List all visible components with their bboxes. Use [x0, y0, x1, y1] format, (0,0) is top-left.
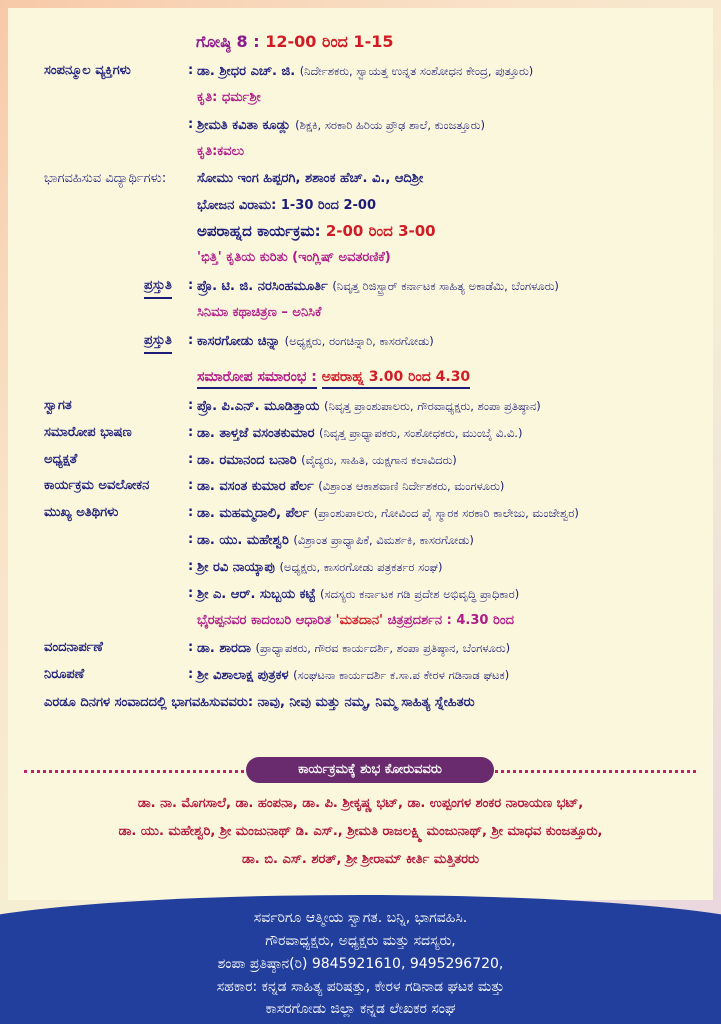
cinema-topic: ಸಿನಿಮಾ ಕಥಾಚಿತ್ರಣ – ಅನಿಸಿಕೆ	[197, 305, 322, 320]
person-name: ಪ್ರೊ. ಪಿ.ಎನ್. ಮೂಡಿತ್ತಾಯ	[197, 399, 320, 414]
students-label: ಭಾಗವಹಿಸುವ ವಿದ್ಯಾರ್ಥಿಗಳು:	[44, 171, 167, 186]
exhibition-line	[197, 612, 514, 630]
person-desc: (ಅಧ್ಯಕ್ಷರು, ಕಾಸರಗೋಡು ಪತ್ರಕರ್ತರ ಸಂಘ)	[279, 560, 443, 574]
presenter-desc: (ನಿವೃತ್ತ ರಿಜಿಸ್ಟ್ರಾರ್ ಕರ್ನಾಟಕ ಸಾಹಿತ್ಯ ಅಕಾಡೆಮಿ, ಬೆಂಗಳೂರು)	[332, 279, 559, 293]
valedictory-title	[197, 368, 470, 386]
footer-line: ಸರ್ವರಿಗೂ ಆತ್ಮೀಯ ಸ್ವಾಗತ. ಬನ್ನಿ, ಭಾಗವಹಿಸಿ.	[253, 910, 468, 926]
footer-line: ಸಹಕಾರ: ಕನ್ನಡ ಸಾಹಿತ್ಯ ಪರಿಷತ್ತು, ಕೇರಳ ಗಡಿನಾಡ ಘಟಕ ಮತ್ತು	[216, 979, 505, 995]
colon: :	[188, 532, 194, 547]
colon: :	[188, 398, 194, 413]
person-name: ಡಾ. ಯು. ಮಹೇಶ್ವರಿ	[197, 533, 289, 548]
person-desc: (ನಿರ್ದೇಶಕರು, ಸ್ವಾಯತ್ತ ಉನ್ನತ ಸಂಶೋಧನ ಕೇಂದ್ರ, ಪುತ್ತೂರು)	[299, 64, 534, 78]
well-wishers-line: ಡಾ. ಯು. ಮಹೇಶ್ವರಿ, ಶ್ರೀ ಮಂಜುನಾಥ್ ಡಿ. ಎಸ್., ಶ್ರೀಮತಿ ರಾಜಲಕ್ಷ್ಮಿ ಮಂಜುನಾಥ್, ಶ್ರೀ ಮಾಧವ ಕುಂಜತ್ತೂರು,	[118, 824, 603, 839]
afternoon-title	[197, 222, 436, 240]
resource-label: ಸಂಪನ್ಮೂಲ ವ್ಯಕ್ತಿಗಳು	[44, 63, 131, 78]
person-desc: (ಸದಸ್ಯರು ಕರ್ನಾಟಕ ಗಡಿ ಪ್ರದೇಶ ಅಭಿವೃದ್ಧಿ ಪ್ರಾಧಿಕಾರ)	[320, 587, 520, 601]
person-name: ಡಾ. ರಮಾನಂದ ಬನಾರಿ	[197, 453, 297, 468]
role-label: ಅಧ್ಯಕ್ಷತೆ	[44, 452, 78, 467]
students-names: ಸೋಮು ಇಂಗ ಹಿಪ್ಪರಗಿ, ಶಶಾಂಕ ಹೆಚ್. ವಿ., ಆದಿಶ್ರೀ	[197, 171, 424, 186]
colon: :	[188, 586, 194, 601]
colon: :	[188, 667, 194, 682]
person-name: ಶ್ರೀ ಎ. ಆರ್. ಸುಬ್ಬಯ ಕಟ್ಟೆ	[197, 587, 316, 602]
afternoon-time: 2-00 ರಿಂದ 3-00	[325, 222, 436, 240]
colon: :	[188, 425, 194, 440]
presenter-label: ಪ್ರಸ್ತುತಿ	[144, 277, 172, 299]
colon: :	[188, 559, 194, 574]
footer-line: ಶಂಪಾ ಪ್ರತಿಷ್ಠಾನ(ರಿ) 9845921610, 9495296720,	[217, 956, 504, 972]
colon: :	[188, 333, 194, 348]
presenter-name: ಪ್ರೊ. ಟಿ. ಜಿ. ನರಸಿಂಹಮೂರ್ತಿ	[197, 279, 328, 294]
exhibition-part: ಚಿತ್ರಪ್ರದರ್ಶನ : 4.30 ರಿಂದ	[387, 613, 514, 628]
person-name: ಶ್ರೀಮತಿ ಕವಿತಾ ಕೂಡ್ಲು	[197, 118, 291, 133]
person-name: ಶ್ರೀ ರವಿ ನಾಯ್ಕಾಪು	[197, 560, 275, 575]
colon: :	[188, 452, 194, 467]
afternoon-topic: 'ಭಿತ್ತಿ' ಕೃತಿಯ ಕುರಿತು (ಇಂಗ್ಲಿಷ್ ಅವತರಣಿಕೆ)	[197, 250, 391, 265]
footer-line: ಗೌರವಾಧ್ಯಕ್ಷರು, ಅಧ್ಯಕ್ಷರು ಮತ್ತು ಸದಸ್ಯರು,	[265, 933, 456, 949]
presenter-desc: (ಅಧ್ಯಕ್ಷರು, ರಂಗಚಿನ್ನಾರಿ, ಕಾಸರಗೋಡು)	[284, 334, 434, 348]
work-title: ಕೃತಿ: ಧರ್ಮಶ್ರೀ	[197, 90, 261, 105]
footer-line: ಕಾಸರಗೋಡು ಜಿಲ್ಲಾ ಕನ್ನಡ ಲೇಖಕರ ಸಂಘ	[265, 1001, 456, 1017]
person-name: ಡಾ. ಶಾರದಾ	[197, 641, 251, 656]
role-label: ಸಮಾರೋಪ ಭಾಷಣ	[44, 425, 132, 440]
dotted-divider-right	[490, 770, 696, 773]
role-label: ವಂದನಾರ್ಪಣೆ	[44, 640, 103, 655]
valedictory-label: ಸಮಾರೋಪ ಸಮಾರಂಭ :	[197, 369, 317, 389]
exhibition-part: ಭೈರಪ್ಪನವರ ಕಾದಂಬರಿ ಆಧಾರಿತ	[197, 613, 332, 628]
role-label: ಸ್ವಾಗತ	[44, 398, 72, 413]
session-time: 12-00 ರಿಂದ 1-15	[265, 32, 394, 51]
person-name: ಶ್ರೀ ವಿಶಾಲಾಕ್ಷ ಪುತ್ರಕಳ	[197, 668, 289, 683]
colon: :	[188, 117, 194, 132]
participants-line: ಎರಡೂ ದಿನಗಳ ಸಂವಾದದಲ್ಲಿ ಭಾಗವಹಿಸುವವರು: ನಾವು, ನೀವು ಮತ್ತು ನಮ್ಮ, ನಿಮ್ಮ ಸಾಹಿತ್ಯ ಸ್ನೇಹಿತರು	[44, 695, 475, 710]
colon: :	[188, 478, 194, 493]
colon: :	[188, 278, 194, 293]
colon: :	[188, 505, 194, 520]
presenter-label: ಪ್ರಸ್ತುತಿ	[144, 332, 172, 354]
well-wishers-line: ಡಾ. ನಾ. ಮೊಗಸಾಲೆ, ಡಾ. ಹಂಪನಾ, ಡಾ. ಪಿ. ಶ್ರೀಕೃಷ್ಣ ಭಟ್, ಡಾ. ಉಪ್ಪಂಗಳ ಶಂಕರ ನಾರಾಯಣ ಭಟ್,	[137, 796, 584, 811]
dotted-divider-left	[24, 770, 250, 773]
person-name: ಡಾ. ತಾಳ್ತಜೆ ವಸಂತಕುಮಾರ	[197, 426, 315, 441]
role-label: ನಿರೂಪಣೆ	[44, 667, 85, 682]
role-label: ಮುಖ್ಯ ಅತಿಥಿಗಳು	[44, 505, 119, 520]
person-desc: (ನಿವೃತ್ತ ಪ್ರಾಂಶುಪಾಲರು, ಗೌರವಾಧ್ಯಕ್ಷರು, ಶಂಪಾ ಪ್ರತಿಷ್ಠಾನ)	[323, 399, 541, 413]
person-name: ಡಾ. ಮಹಮ್ಮದಾಲಿ, ಪೆರ್ಲ	[197, 506, 310, 521]
colon: :	[188, 640, 194, 655]
person-desc: (ವಿಶ್ರಾಂತ ಪ್ರಾಧ್ಯಾಪಿಕೆ, ವಿಮರ್ಶಕಿ, ಕಾಸರಗೋಡು)	[293, 533, 474, 547]
presenter-name: ಕಾಸರಗೋಡು ಚಿನ್ನಾ	[197, 334, 281, 349]
session-label: ಗೋಷ್ಠಿ 8 :	[196, 32, 260, 51]
afternoon-label: ಅಪರಾಹ್ನದ ಕಾರ್ಯಕ್ರಮ:	[197, 222, 321, 240]
role-label: ಕಾರ್ಯಕ್ರಮ ಅವಲೋಕನ	[44, 478, 150, 493]
person-desc: (ಪ್ರಾಂಶುಪಾಲರು, ಗೋವಿಂದ ಪೈ ಸ್ಮಾರಕ ಸರಕಾರಿ ಕಾಲೇಜು, ಮಂಜೇಶ್ವರ)	[313, 506, 579, 520]
person-desc: (ಸಂಘಟನಾ ಕಾರ್ಯದರ್ಶಿ ಕ.ಸಾ.ಪ ಕೇರಳ ಗಡಿನಾಡ ಘಟಕ)	[293, 668, 510, 682]
well-wishers-banner: ಕಾರ್ಯಕ್ರಮಕ್ಕೆ ಶುಭ ಕೋರುವವರು	[246, 757, 494, 783]
well-wishers-line: ಡಾ. ಬಿ. ಎಸ್. ಶರತ್, ಶ್ರೀ ಶ್ರೀರಾಮ್ ಕೀರ್ತಿ ಮತ್ತಿತರರು	[241, 852, 480, 867]
person-name: ಡಾ. ವಸಂತ ಕುಮಾರ ಪೆರ್ಲ	[197, 479, 314, 494]
person-desc: (ವಿಶ್ರಾಂತ ಆಕಾಶವಾಣಿ ನಿರ್ದೇಶಕರು, ಮಂಗಳೂರು)	[318, 479, 505, 493]
work-title: ಕೃತಿ:ಕವಲು	[197, 144, 245, 159]
valedictory-time: ಅಪರಾಹ್ನ 3.00 ರಿಂದ 4.30	[322, 369, 470, 389]
person-desc: (ನಿವೃತ್ತ ಪ್ರಾಧ್ಯಾಪಕರು, ಸಂಶೋಧಕರು, ಮುಂಬೈ ವಿ.ವಿ.)	[319, 426, 523, 440]
session-title	[196, 32, 393, 52]
person-desc: (ಶಿಕ್ಷಕಿ, ಸರಕಾರಿ ಹಿರಿಯ ಪ್ರೌಢ ಶಾಲೆ, ಕುಂಜತ್ತೂರು)	[295, 118, 485, 132]
colon: :	[188, 63, 194, 78]
exhibition-part: 'ಮತದಾನ'	[335, 613, 384, 628]
lunch-break: ಭೋಜನ ವಿರಾಮ: 1-30 ರಿಂದ 2-00	[197, 198, 377, 213]
person-desc: (ಪ್ರಾಧ್ಯಾಪಕರು, ಗೌರವ ಕಾರ್ಯದರ್ಶಿ, ಶಂಪಾ ಪ್ರತಿಷ್ಠಾನ, ಬೆಂಗಳೂರು)	[255, 641, 511, 655]
person-name: ಡಾ. ಶ್ರೀಧರ ಎಚ್. ಜಿ.	[197, 64, 296, 79]
person-desc: (ವೈದ್ಯರು, ಸಾಹಿತಿ, ಯಕ್ಷಗಾನ ಕಲಾವಿದರು)	[301, 453, 457, 467]
